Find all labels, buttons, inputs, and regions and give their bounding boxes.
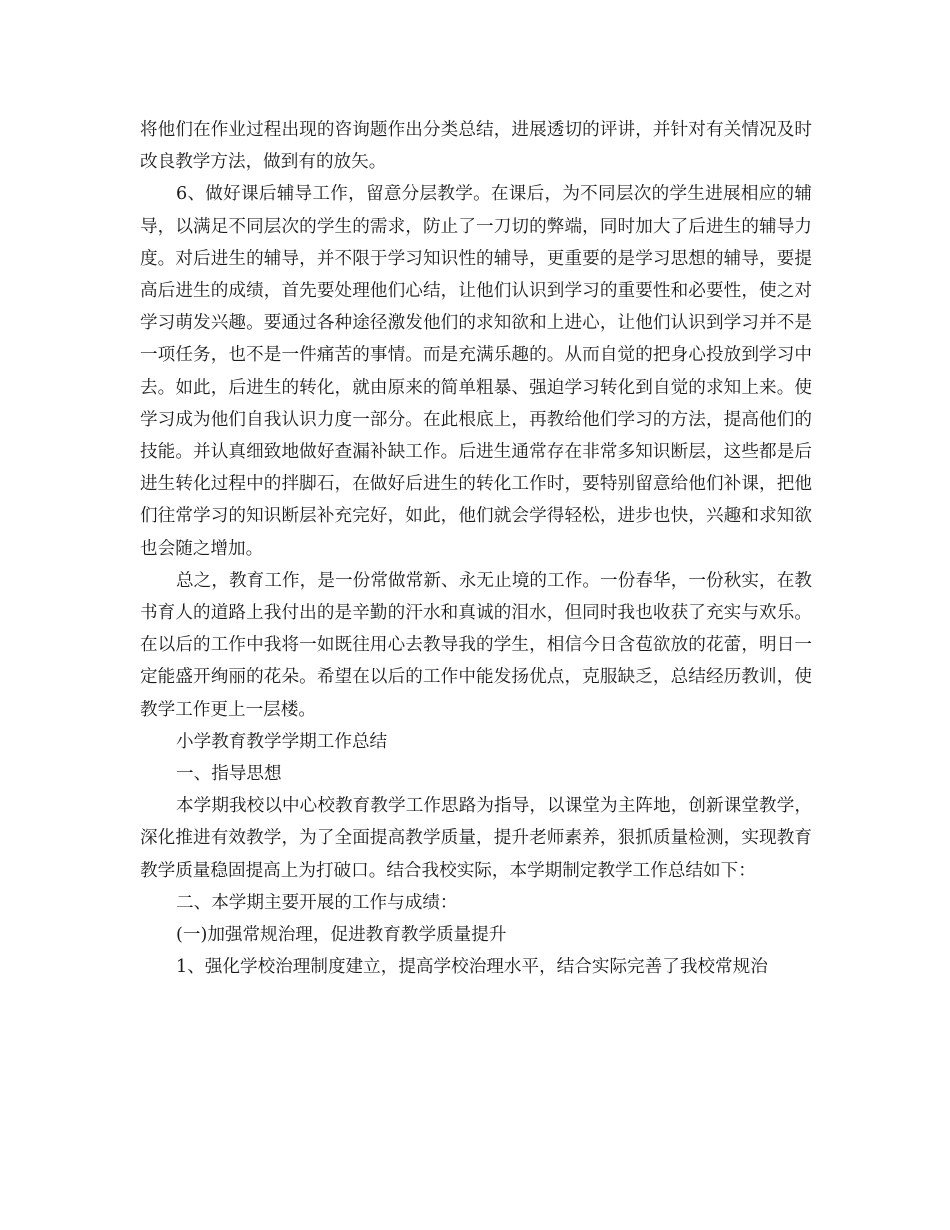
paragraph-1: 将他们在作业过程出现的咨询题作出分类总结，进展透切的评讲，并针对有关情况及时改良教学方法，做到有的放矢。 xyxy=(140,120,812,173)
subheading-routine-management: (一)加强常规治理，促进教育教学质量提升 xyxy=(176,925,507,946)
section-title: 小学教育教学学期工作总结 xyxy=(176,731,388,752)
paragraph-2: 6、做好课后辅导工作，留意分层教学。在课后，为不同层次的学生进展相应的辅导，以满足不同层次的学生的需求，防止了一刀切的弊端，同时加大了后进生的辅导力度。对后进生的辅导，并不限于学习知识性的辅导，更重要的是学习思想的辅导，要提高后进生的成绩，首先要处理他们心结，让他们认识到学习的重要性和必要性，使之对学习萌发兴趣。要通过各种途径激发他们的求知欲和上进心，让他们认识到学习并不是一项任务，也不是一件痛苦的事情。而是充满乐趣的。从而自觉的把身心投放到学习中去。如此，后进生的转化，就由原来的简单粗暴、强迫学习转化到自觉的求知上来。使学习成为他们自我认识力度一部分。在此根底上，再教给他们学习的方法，提高他们的技能。并认真细致地做好查漏补缺工作。后进生通常存在非常多知识断层，这些都是后进生转化过程中的拌脚石，在做好后进生的转化工作时，要特别留意给他们补课，把他们往常学习的知识断层补充完好，如此，他们就会学得轻松，进步也快，兴趣和求知欲也会随之增加。 xyxy=(140,184,812,559)
paragraph-9: 1、强化学校治理制度建立，提高学校治理水平，结合实际完善了我校常规治 xyxy=(176,957,768,978)
paragraph-6: 本学期我校以中心校教育教学工作思路为指导，以课堂为主阵地，创新课堂教学，深化推进有效教学，为了全面提高教学质量，提升老师素养，狠抓质量检测，实现教育教学质量稳固提高上为打破口。结合我校实际，本学期制定教学工作总结如下： xyxy=(140,796,812,881)
paragraph-3: 总之，教育工作，是一份常做常新、永无止境的工作。一份春华，一份秋实，在教书育人的道路上我付出的是辛勤的汗水和真诚的泪水，但同时我也收获了充实与欢乐。在以后的工作中我将一如既往用心去教导我的学生，相信今日含苞欲放的花蕾，明日一定能盛开绚丽的花朵。希望在以后的工作中能发扬优点，克服缺乏，总结经历教训，使教学工作更上一层楼。 xyxy=(140,570,812,720)
heading-main-work: 二、本学期主要开展的工作与成绩： xyxy=(176,892,458,913)
document-body xyxy=(140,114,812,983)
heading-guiding-ideology: 一、指导思想 xyxy=(176,764,282,785)
